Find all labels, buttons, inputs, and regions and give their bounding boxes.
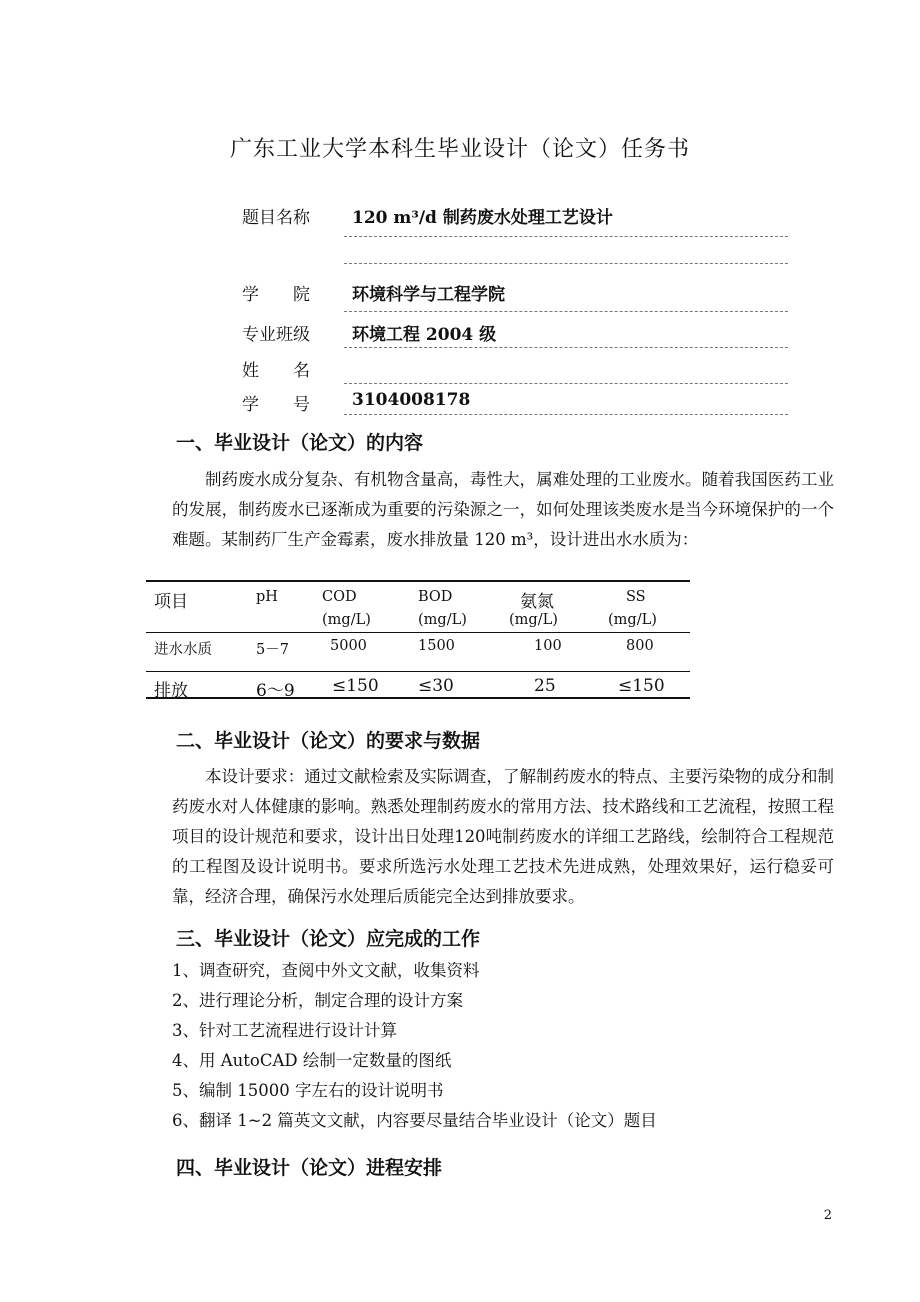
table-header-ammonia: 氨氮	[520, 592, 554, 612]
list-item: 6、翻译 1~2 篇英文文献，内容要尽量结合毕业设计（论文）题目	[172, 1111, 657, 1130]
field-underline	[344, 414, 788, 415]
table-cell: ≤150	[332, 676, 379, 696]
field-label-student-id: 学 号	[242, 395, 310, 415]
field-value-class: 环境工程 2004 级	[352, 325, 497, 345]
table-header-cod: COD	[322, 589, 357, 605]
table-row-rule	[146, 671, 690, 672]
field-label-school: 学 院	[242, 285, 310, 305]
table-header-ss: SS	[626, 589, 646, 605]
field-underline	[344, 383, 788, 384]
field-value-student-id: 3104008178	[352, 390, 471, 410]
document-title: 广东工业大学本科生毕业设计（论文）任务书	[229, 137, 690, 162]
table-top-rule	[146, 580, 690, 582]
table-cell: ≤30	[418, 676, 454, 696]
section-heading-schedule: 四、毕业设计（论文）进程安排	[176, 1157, 443, 1179]
table-cell: 25	[534, 676, 556, 696]
table-cell: ≤150	[618, 676, 665, 696]
field-label-topic: 题目名称	[242, 208, 310, 228]
field-underline	[344, 263, 788, 264]
page-number: 2	[823, 1208, 832, 1223]
list-item: 1、调查研究，查阅中外文文献，收集资料	[172, 961, 480, 980]
field-underline	[344, 347, 788, 348]
table-cell: 1500	[418, 638, 455, 654]
list-item: 5、编制 15000 字左右的设计说明书	[172, 1081, 444, 1100]
table-header-rule	[146, 632, 690, 633]
list-item: 4、用 AutoCAD 绘制一定数量的图纸	[172, 1051, 452, 1070]
table-cell: 100	[534, 638, 562, 654]
table-cell: 5000	[330, 638, 367, 654]
table-cell: 5－7	[256, 642, 289, 658]
table-cell: 进水水质	[154, 642, 212, 658]
field-underline	[344, 311, 788, 312]
field-label-name: 姓 名	[242, 361, 310, 381]
field-underline	[344, 236, 788, 237]
field-value-school: 环境科学与工程学院	[352, 285, 505, 305]
table-header-ph: pH	[256, 589, 278, 605]
work-list	[172, 956, 657, 1136]
table-unit-bod: (mg/L)	[418, 612, 467, 628]
table-cell: 6～9	[256, 681, 295, 701]
section-heading-work: 三、毕业设计（论文）应完成的工作	[176, 928, 481, 950]
field-value-topic: 120 m³/d 制药废水处理工艺设计	[352, 208, 613, 228]
section-paragraph-content	[172, 465, 834, 555]
table-cell: 800	[626, 638, 654, 654]
table-header-bod: BOD	[418, 589, 453, 605]
list-item: 2、进行理论分析，制定合理的设计方案	[172, 991, 463, 1010]
table-unit-cod: (mg/L)	[322, 612, 371, 628]
list-item: 3、针对工艺流程进行设计计算	[172, 1021, 397, 1040]
table-header-item: 项目	[154, 592, 188, 612]
section-paragraph-requirements	[172, 762, 834, 912]
paragraph-text: 制药废水成分复杂、有机物含量高，毒性大，属难处理的工业废水。随着我国医药工业的发展，制药废水已逐渐成为重要的污染源之一，如何处理该类废水是当今环境保护的一个难题。某制药厂生产金霉素，废水排放量 120 m³，设计进出水水质为：	[172, 470, 834, 549]
table-unit-ss: (mg/L)	[608, 612, 657, 628]
section-heading-requirements: 二、毕业设计（论文）的要求与数据	[176, 730, 481, 752]
table-unit-ammonia: (mg/L)	[509, 612, 558, 628]
paragraph-text: 本设计要求：通过文献检索及实际调查，了解制药废水的特点、主要污染物的成分和制药废水对人体健康的影响。熟悉处理制药废水的常用方法、技术路线和工艺流程，按照工程项目的设计规范和要求，设计出日处理120吨制药废水的详细工艺路线，绘制符合工程规范的工程图及设计说明书。要求所选污水处理工艺技术先进成熟，处理效果好，运行稳妥可靠，经济合理，确保污水处理后质能完全达到排放要求。	[172, 767, 834, 906]
table-cell: 排放	[154, 681, 188, 701]
section-heading-content: 一、毕业设计（论文）的内容	[176, 432, 424, 454]
table-bottom-rule	[146, 697, 690, 699]
field-label-class: 专业班级	[242, 325, 310, 345]
